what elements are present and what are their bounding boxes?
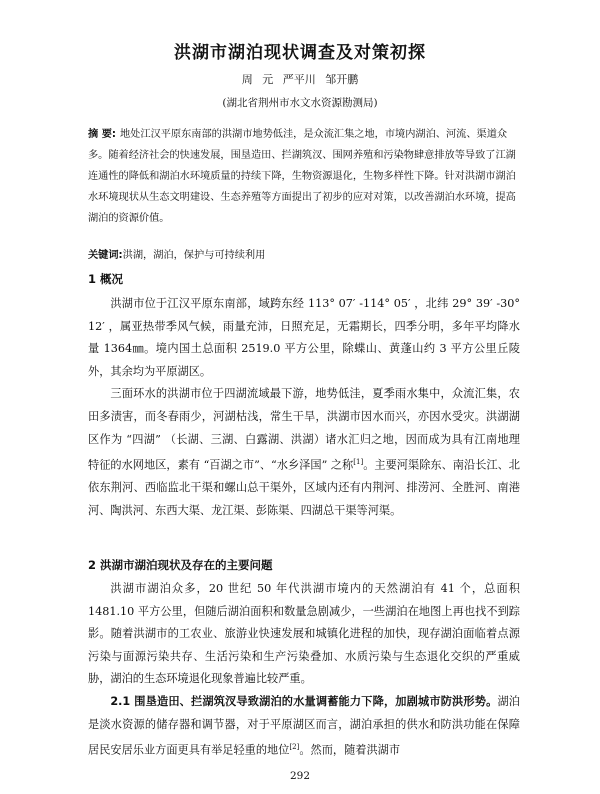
abstract bbox=[88, 124, 516, 229]
paragraph-text: 湖泊是淡水资源的储存器和调节器，对于平原湖区而言，湖泊承担的供水和防洪功能在保障居民安居乐业方面更具有举足轻重的地位 bbox=[88, 694, 520, 757]
subsection-heading: 2.1 围垦造田、拦湖筑汊导致湖泊的水量调蓄能力下降，加剧城市防洪形势。 bbox=[110, 694, 498, 708]
section-2-body bbox=[88, 578, 520, 762]
citation-ref: [2] bbox=[289, 743, 300, 752]
page-number: 292 bbox=[289, 770, 311, 782]
paragraph-text: 。然而，随着洪湖市 bbox=[299, 743, 401, 757]
citation-ref: [1] bbox=[353, 458, 364, 467]
section-1-heading: 1 概况 bbox=[88, 272, 124, 286]
abstract-text: 地处江汉平原东南部的洪湖市地势低洼，是众流汇集之地，市境内湖泊、河流、渠道众多。随着经济社会的快速发展，围垦造田、拦湖筑汊、围网养殖和污染物肆意排放等导致了江湖连通性的降低和湖泊水环境质量的持续下降，生物资源退化，生物多样性下降。针对洪湖市湖泊水环境现状从生态文明建设、生态养殖等方面提出了初步的应对对策，以改善湖泊水环境，提高湖泊的资源价值。 bbox=[88, 129, 516, 224]
paragraph-text: 。主要河渠除东、南沿长江、北依东荆河、西临监北干渠和螺山总干渠外，区域内还有内荆河、排涝河、全胜河、南港河、陶洪河、东西大渠、龙江渠、彭陈渠、四湖总干渠等河渠。 bbox=[88, 458, 520, 518]
keywords-label: 关键词: bbox=[88, 250, 123, 261]
paper-title: 洪湖市湖泊现状调查及对策初探 bbox=[174, 43, 426, 63]
keywords-text: 洪湖，湖泊，保护与可持续利用 bbox=[122, 250, 266, 261]
section-1-body bbox=[88, 293, 520, 523]
section-2-paragraph-2 bbox=[88, 691, 520, 763]
author-list: 周 元 严平川 邹开鹏 bbox=[241, 73, 359, 86]
abstract-label: 摘 要: bbox=[88, 129, 116, 140]
section-1-paragraph: 洪湖市位于江汉平原东南部，域跨东经 113° 07′ -114° 05′ ，北纬 29° 39′ -30° 12′ ，属亚热带季风气候，雨量充沛，日照充足，无霜期长，四季分明，多年平均降水量 1364㎜。境内国土总面积 2519.0 平方公里，除蝶山、黄蓬山约 3 平方公里丘陵外，其余均为平原湖区。 bbox=[88, 297, 520, 378]
section-2-heading: 2 洪湖市湖泊现状及存在的主要问题 bbox=[88, 558, 273, 572]
section-1-paragraph-2 bbox=[88, 383, 520, 522]
paragraph-text: 三面环水的洪湖市位于四湖流域最下游，地势低洼，夏季雨水集中，众流汇集，农田多渍害，而冬春雨少，河湖枯浅，常生干旱，洪湖市因水而兴，亦因水受灾。洪湖湖区作为 “四湖” （长湖、三湖、白露湖、洪湖）诸水汇归之地，因而成为具有江南地理特征的水网地区，素有 “百湖之市”、“水乡泽国” 之称 bbox=[88, 387, 520, 472]
section-2-paragraph: 洪湖市湖泊众多，20 世纪 50 年代洪湖市境内的天然湖泊有 41 个，总面积 1481.10 平方公里，但随后湖泊面积和数量急剧减少，一些湖泊在地图上再也找不到踪影。随着洪湖市的工农业、旅游业快速发展和城镇化进程的加快，现存湖泊面临着点源污染与面源污染共存、生活污染和生产污染叠加、水质污染与生态退化交织的严重威胁，湖泊的生态环境退化现象普遍比较严重。 bbox=[88, 582, 520, 686]
keywords bbox=[88, 246, 516, 261]
affiliation: (湖北省荆州市水文水资源勘测局) bbox=[222, 97, 378, 109]
